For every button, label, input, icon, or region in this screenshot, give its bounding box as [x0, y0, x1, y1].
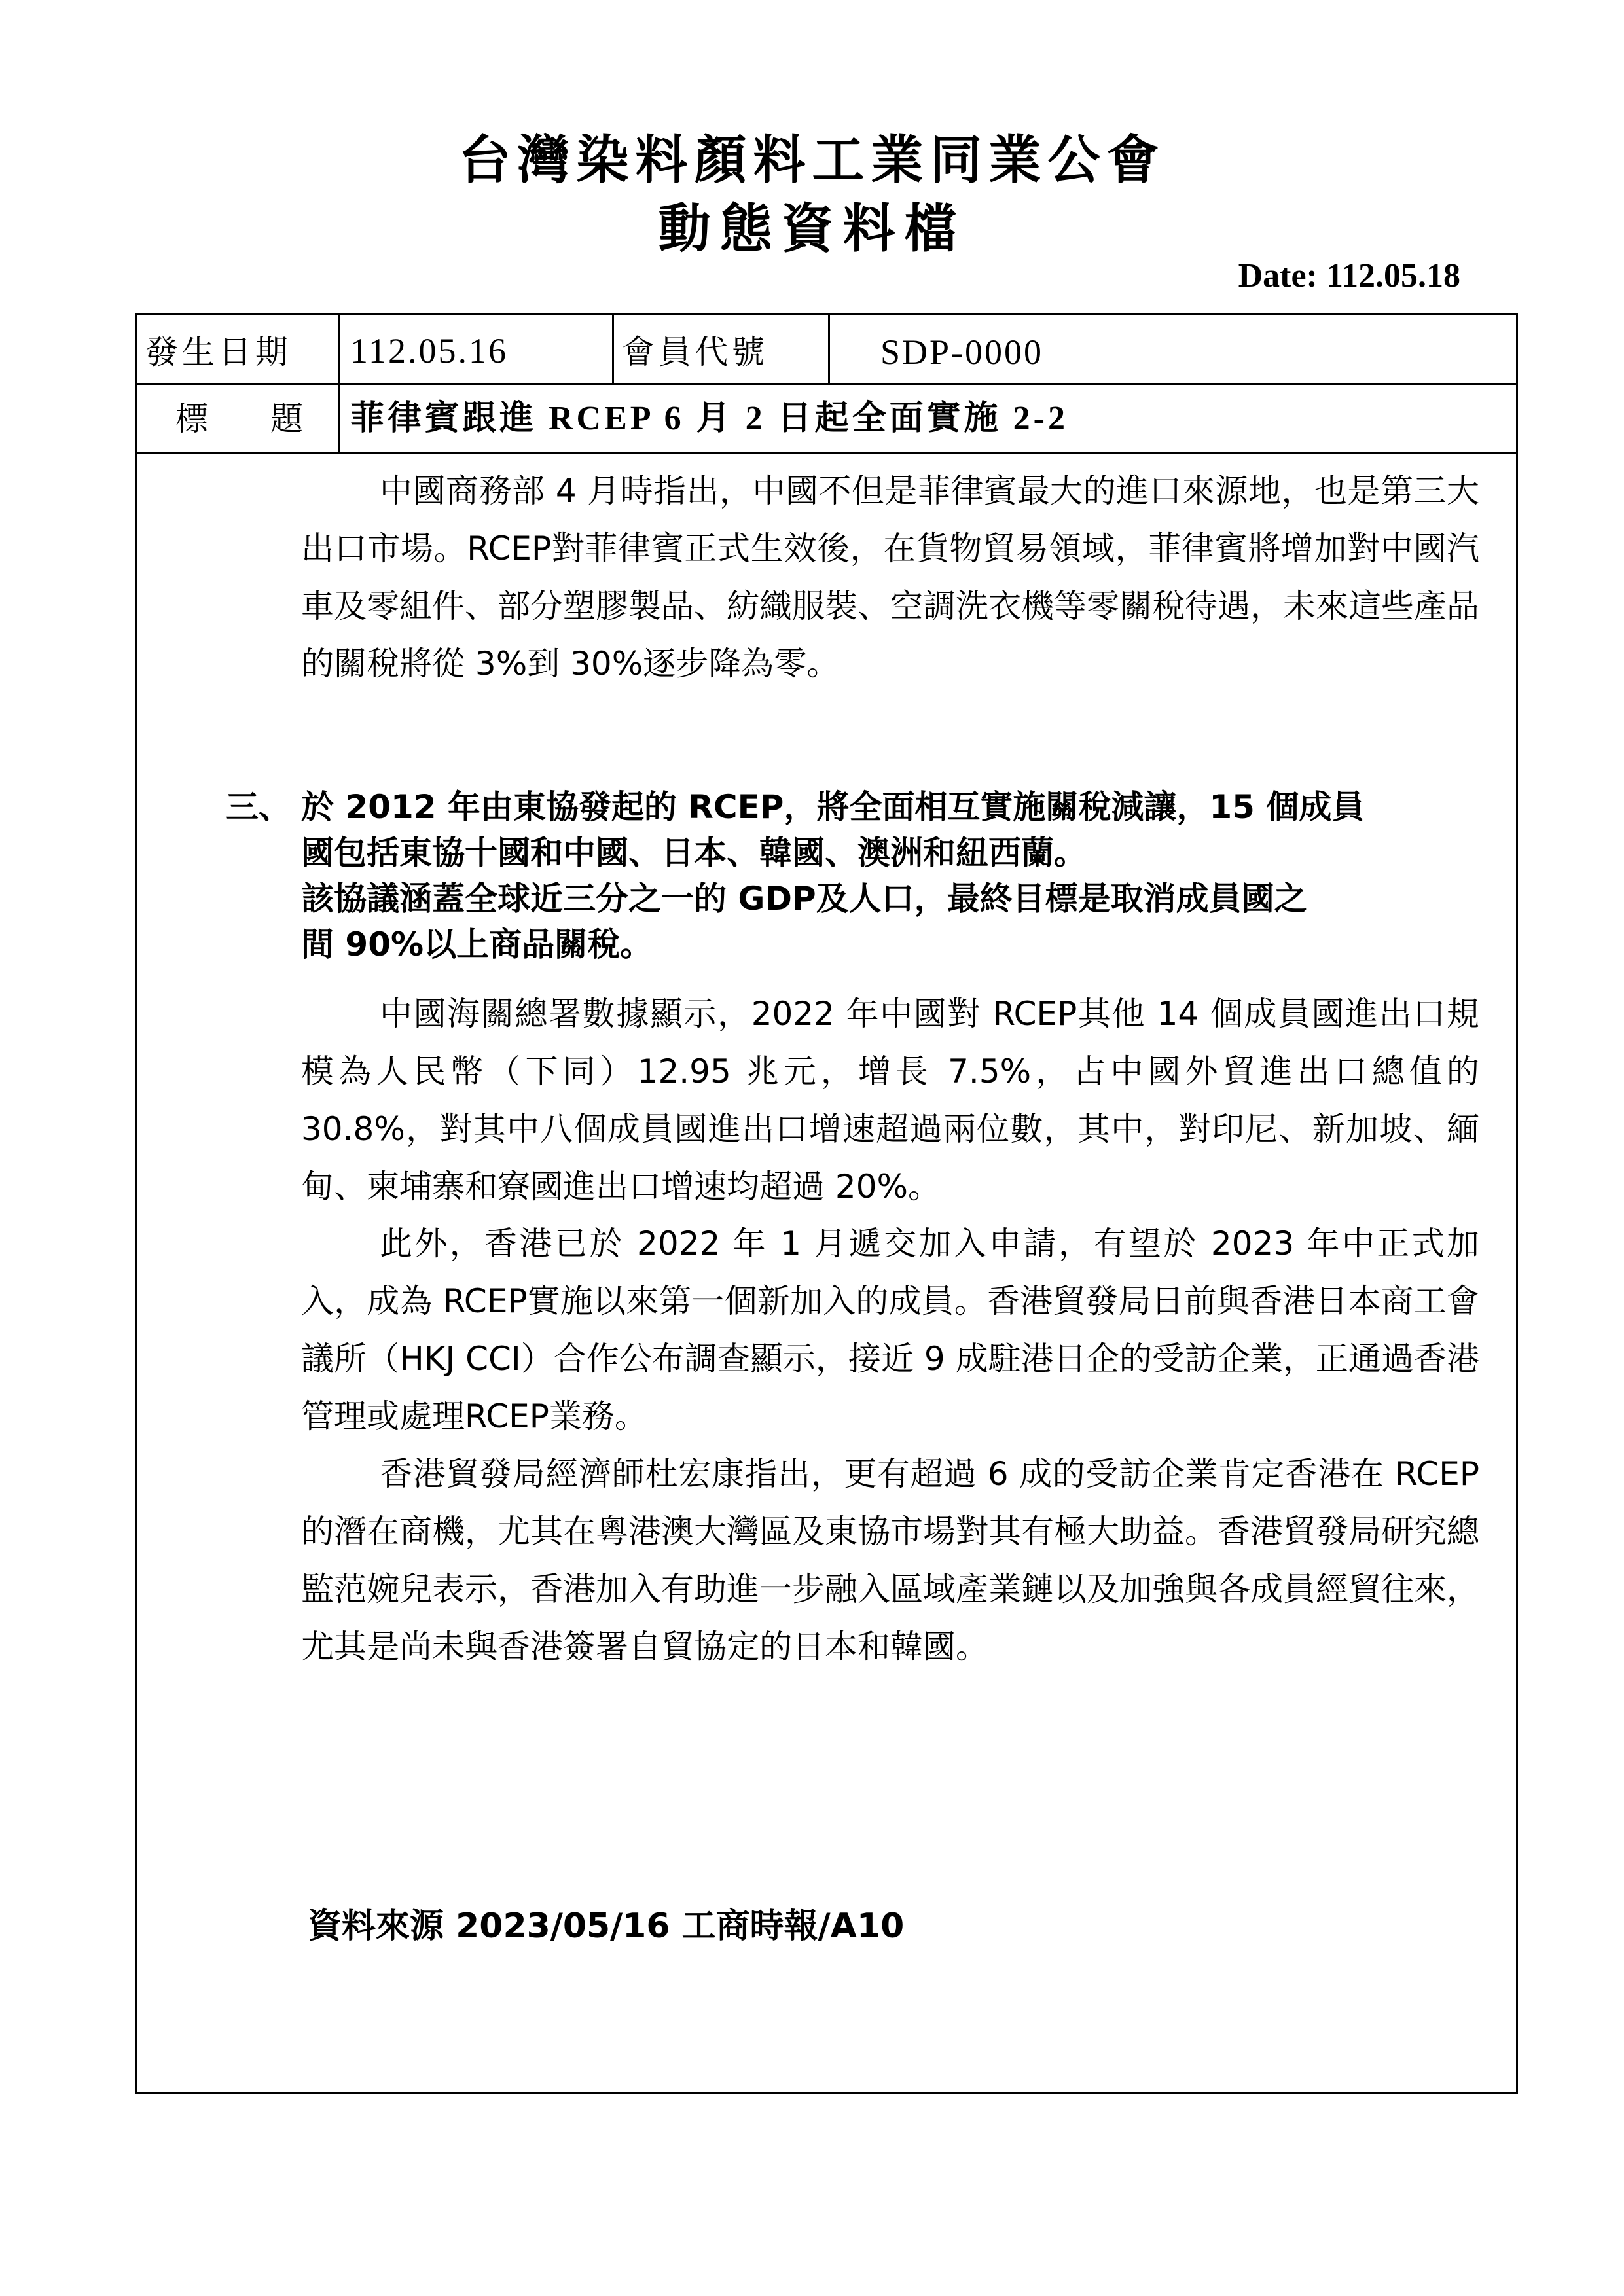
bullet-section-three-line1: 於 2012 年由東協發起的 RCEP，將全面相互實施關稅減讓，15 個成員 [301, 788, 1365, 826]
subject-label-second: 題 [270, 400, 303, 438]
table-column-divider-2 [612, 313, 614, 383]
organization-title: 台灣染料顏料工業同業公會 [458, 129, 1166, 190]
subject-label-first: 標 [175, 400, 208, 438]
table-column-divider-1 [338, 313, 340, 452]
paragraph-commerce-ministry: 中國商務部 4 月時指出，中國不但是菲律賓最大的進口來源地，也是第三大出口市場。RCEP對菲律賓正式生效後，在貨物貿易領域，菲律賓將增加對中國汽車及零組件、部分塑膠製品、紡織服裝、空調洗衣機等零關稅待遇，未來這些產品的關稅將從 3%到 30%逐步降為零。 [301, 472, 1479, 683]
paragraph-china-customs: 中國海關總署數據顯示，2022 年中國對 RCEP其他 14 個成員國進出口規模為人民幣（下同）12.95 兆元，增長 7.5%，占中國外貿進出口總值的 30.8%，對其中八個成員國進出口增速超過兩位數，其中，對印尼、新加坡、緬甸、柬埔寨和寮國進出口增速均超過 20%。 [301, 995, 1479, 1206]
paragraph-hong-kong-application: 此外，香港已於 2022 年 1 月遞交加入申請，有望於 2023 年中正式加入，成為 RCEP實施以來第一個新加入的成員。香港貿發局日前與香港日本商工會議所（HKJ CCI）合作公布調查顯示，接近 9 成駐港日企的受訪企業，正通過香港管理或處理RCEP業務。 [301, 1225, 1479, 1435]
bullet-section-three-line3: 該協議涵蓋全球近三分之一的 GDP及人口，最終目標是取消成員國之 [301, 880, 1307, 918]
date-value: 112.05.16 [350, 331, 508, 370]
date-label: 發生日期 [145, 333, 292, 371]
table-divider-2 [135, 452, 1518, 454]
bullet-section-three-line2: 國包括東協十國和中國、日本、韓國、澳洲和紐西蘭。 [301, 834, 1087, 872]
bullet-section-three-line4: 間 90%以上商品關稅。 [301, 925, 653, 963]
member-code-label: 會員代號 [622, 333, 768, 371]
source-citation: 資料來源 2023/05/16 工商時報/A10 [308, 1907, 905, 1946]
member-code-value: SDP-0000 [880, 332, 1044, 372]
subject-label [175, 399, 303, 439]
document-date: Date: 112.05.18 [1238, 257, 1460, 295]
paragraph-hktdc-economist: 香港貿發局經濟師杜宏康指出，更有超過 6 成的受訪企業肯定香港在 RCEP的潛在商機，尤其在粵港澳大灣區及東協市場對其有極大助益。香港貿發局研究總監范婉兒表示，香港加入有助進一步融入區域產業鏈以及加強與各成員經貿往來，尤其是尚未與香港簽署自貿協定的日本和韓國。 [301, 1455, 1479, 1666]
subject-value: 菲律賓跟進 RCEP 6 月 2 日起全面實施 2-2 [350, 400, 1069, 437]
document-title: 動態資料檔 [658, 198, 966, 259]
table-divider-1 [135, 383, 1518, 385]
table-column-divider-3 [828, 313, 830, 383]
bullet-section-three-mark: 三、 [226, 788, 291, 826]
bullet-section-three [226, 784, 1479, 967]
